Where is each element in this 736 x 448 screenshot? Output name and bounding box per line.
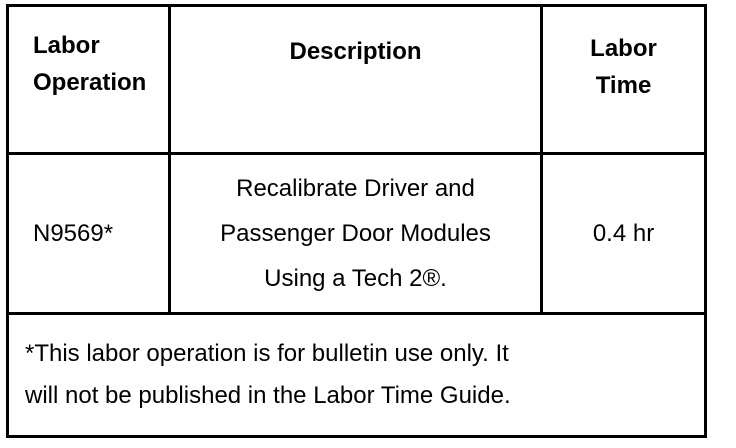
header-labor-time	[542, 6, 706, 154]
footnote-line-2: will not be published in the Labor Time Guide.	[25, 382, 511, 409]
footnote-row	[8, 314, 706, 437]
labor-time-table	[6, 4, 707, 438]
description-line-3: Using a Tech 2®.	[264, 265, 447, 292]
header-description-label: Description	[289, 38, 422, 65]
header-labor-operation-line-2: Operation	[33, 69, 147, 96]
header-labor-operation-line-1: Labor	[33, 32, 100, 59]
labor-operation-cell: N9569*	[8, 154, 170, 314]
header-labor-time-line-1: Labor	[590, 35, 657, 62]
description-cell	[170, 154, 542, 314]
table-header-row	[8, 6, 706, 154]
header-labor-operation	[8, 6, 170, 154]
table-row	[8, 154, 706, 314]
description-line-2: Passenger Door Modules	[220, 220, 491, 247]
labor-time-cell: 0.4 hr	[542, 154, 706, 314]
footnote-cell	[8, 314, 706, 437]
description-line-1: Recalibrate Driver and	[236, 175, 475, 202]
header-labor-time-line-2: Time	[595, 72, 652, 99]
header-description	[170, 6, 542, 154]
footnote-line-1: *This labor operation is for bulletin use only. It	[25, 340, 509, 367]
